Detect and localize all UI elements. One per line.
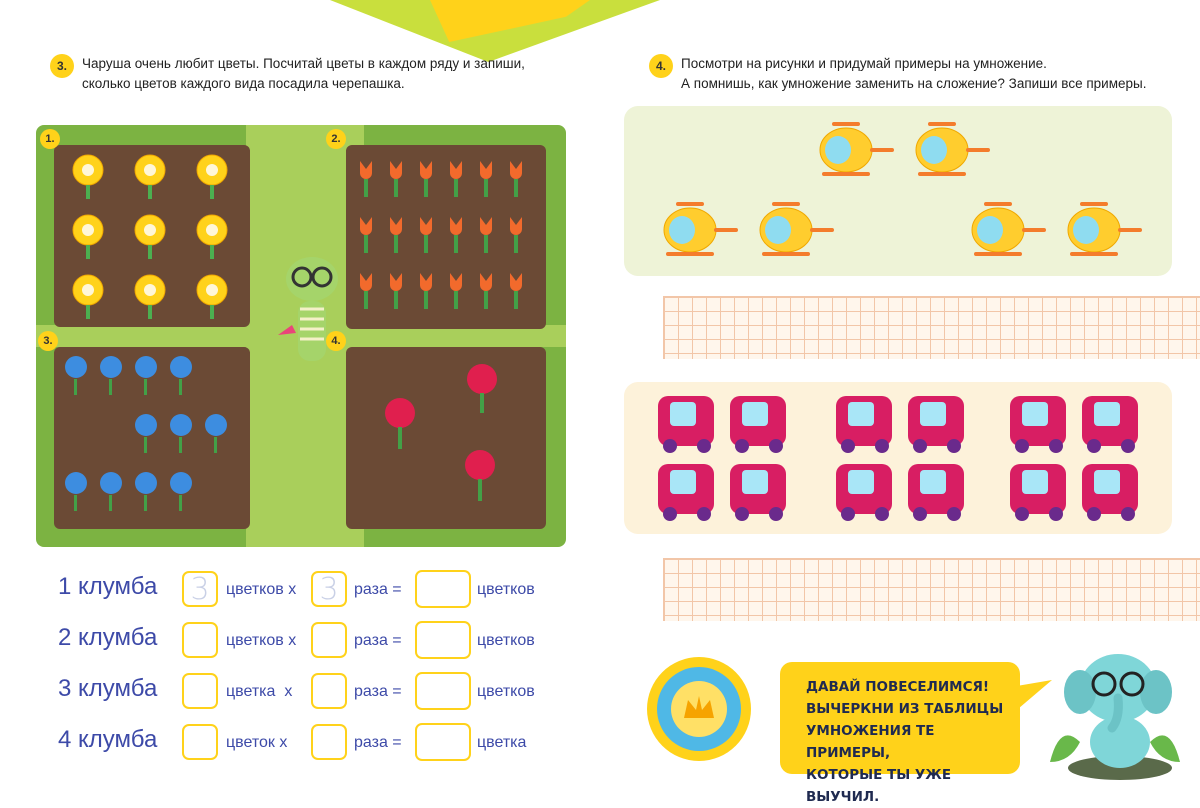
rose-icon <box>385 364 497 480</box>
row2-count-input[interactable] <box>182 622 218 658</box>
row3-result-input[interactable] <box>415 672 471 710</box>
row3-result-unit: цветков <box>477 683 535 700</box>
turtle-character-icon <box>268 245 348 385</box>
row1-unit: цветков х <box>226 581 297 598</box>
row3-times-label: раза = <box>354 683 402 700</box>
crown-medal-icon <box>646 656 752 762</box>
row1-result-unit: цветков <box>477 581 535 598</box>
row2-times-label: раза = <box>354 632 402 649</box>
bed-number-4: 4. <box>326 331 346 351</box>
row1-result-input[interactable] <box>415 570 471 608</box>
row4-result-input[interactable] <box>415 723 471 761</box>
bed-number-2: 2. <box>326 129 346 149</box>
row2-unit: цветков х <box>226 632 297 649</box>
helicopter-icon <box>664 124 1140 254</box>
flower-bed-1 <box>54 145 250 327</box>
row2-result-unit: цветков <box>477 632 535 649</box>
row3-times-input[interactable] <box>311 673 347 709</box>
row1-times-input[interactable]: 3 <box>311 571 347 607</box>
helicopter-icons <box>624 106 1172 276</box>
row4-unit: цветок х <box>226 734 288 751</box>
bubble-line-1: ДАВАЙ ПОВЕСЕЛИМСЯ! <box>806 679 990 695</box>
row1-count-input[interactable]: 3 <box>182 571 218 607</box>
row4-label: 4 клумба <box>58 726 158 753</box>
row3-count-input[interactable] <box>182 673 218 709</box>
task3-number: 3. <box>50 54 74 78</box>
sunflower-icons <box>54 145 250 327</box>
task4-instruction <box>681 54 1146 94</box>
row2-label: 2 клумба <box>58 624 158 651</box>
bed-number-3: 3. <box>38 331 58 351</box>
task3-instruction <box>82 54 525 94</box>
tulip-icons <box>346 145 546 329</box>
row4-result-unit: цветка <box>477 734 527 751</box>
task4-number: 4. <box>649 54 673 78</box>
answer-grid-1[interactable] <box>663 296 1200 359</box>
speech-bubble-text <box>806 676 1006 808</box>
car-icon <box>658 396 1138 521</box>
flower-bed-4 <box>346 347 546 529</box>
rose-icons <box>346 347 546 529</box>
helicopters-panel <box>624 106 1172 276</box>
row3-label: 3 клумба <box>58 675 158 702</box>
task4-line2: А помнишь, как умножение заменить на сложение? Запиши все примеры. <box>681 76 1147 91</box>
task3-line2: сколько цветов каждого вида посадила черепашка. <box>82 76 405 91</box>
task3-line1: Чаруша очень любит цветы. Посчитай цветы в каждом ряду и запиши, <box>82 56 525 71</box>
row1-label: 1 клумба <box>58 573 158 600</box>
bed-number-1: 1. <box>40 129 60 149</box>
flower-bed-3 <box>54 347 250 529</box>
elephant-character-icon <box>1040 632 1190 782</box>
answer-grid-2[interactable] <box>663 558 1200 621</box>
row3-unit: цветка х <box>226 683 293 700</box>
garden-illustration <box>36 125 566 547</box>
task4-line1: Посмотри на рисунки и придумай примеры на умножение. <box>681 56 1047 71</box>
bubble-line-4: КОТОРЫЕ ТЫ УЖЕ ВЫУЧИЛ. <box>806 767 952 805</box>
cornflower-icons <box>54 347 250 529</box>
sunflower-icon <box>73 155 227 319</box>
row4-times-label: раза = <box>354 734 402 751</box>
cars-panel <box>624 382 1172 534</box>
cornflower-icon <box>65 356 227 494</box>
row2-result-input[interactable] <box>415 621 471 659</box>
flower-bed-2 <box>346 145 546 329</box>
row4-times-input[interactable] <box>311 724 347 760</box>
row1-times-label: раза = <box>354 581 402 598</box>
bubble-line-3: УМНОЖЕНИЯ ТЕ ПРИМЕРЫ, <box>806 723 935 761</box>
bubble-line-2: ВЫЧЕРКНИ ИЗ ТАБЛИЦЫ <box>806 701 1004 717</box>
row4-count-input[interactable] <box>182 724 218 760</box>
row2-times-input[interactable] <box>311 622 347 658</box>
tulip-icon <box>360 161 522 291</box>
car-icons <box>624 382 1172 534</box>
